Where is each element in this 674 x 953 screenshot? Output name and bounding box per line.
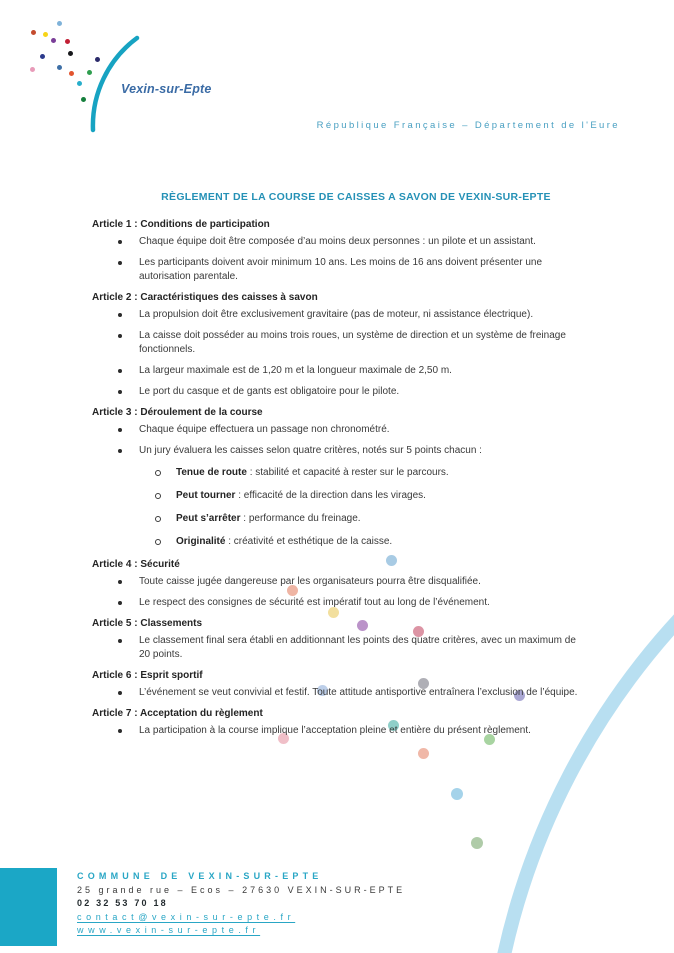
logo-dot [57, 21, 62, 26]
bullet-item [92, 596, 584, 610]
bullet-text: La caisse doit posséder au moins trois roues, un système de direction et un système de freinage fonctionnels. [139, 330, 566, 355]
logo-dot [30, 67, 35, 72]
logo-dot [95, 57, 100, 62]
decor-dot [418, 748, 429, 759]
criterion-description: : créativité et esthétique de la caisse. [225, 536, 393, 547]
articles-container [92, 218, 584, 745]
criterion-term: Originalité [176, 536, 226, 547]
article-heading: Article 1 : Conditions de participation [92, 219, 270, 230]
bullet-text: Chaque équipe effectuera un passage non chronométré. [139, 424, 390, 435]
logo-dot [68, 51, 73, 56]
article-section [92, 558, 584, 610]
decor-dot [451, 788, 463, 800]
criterion-description: : efficacité de la direction dans les virages. [235, 490, 426, 501]
article-heading: Article 6 : Esprit sportif [92, 670, 203, 681]
article-heading: Article 4 : Sécurité [92, 559, 180, 570]
footer-email-link[interactable]: contact@vexin-sur-epte.fr [77, 911, 296, 922]
bullet-list [92, 686, 584, 700]
bullet-item [92, 575, 584, 589]
bullet-text: Chaque équipe doit être composée d’au moins deux personnes : un pilote et un assistant. [139, 236, 536, 247]
logo-dot [31, 30, 36, 35]
bullet-list [92, 634, 584, 662]
sub-bullet-list [92, 466, 584, 549]
bullet-text: Le classement final sera établi en additionnant les points des quatre critères, avec un maximum de 20 points. [139, 635, 576, 660]
logo-wordmark: Vexin-sur-Epte [121, 82, 212, 96]
article-section [92, 707, 584, 738]
bullet-item [92, 329, 584, 357]
bullet-item [92, 634, 584, 662]
header-tagline: République Française – Département de l'Eure [316, 120, 620, 131]
footer-commune-name: COMMUNE DE VEXIN-SUR-EPTE [77, 871, 323, 881]
criterion-term: Peut s’arrêter [176, 513, 241, 524]
logo-dot [51, 38, 56, 43]
footer-address: 25 grande rue – Ecos – 27630 VEXIN-SUR-EPTE [77, 884, 406, 895]
bullet-text: Le port du casque et de gants est obligatoire pour le pilote. [139, 386, 400, 397]
logo-dot [40, 54, 45, 59]
article-section [92, 669, 584, 700]
sub-bullet-item [92, 512, 584, 526]
bullet-text: La propulsion doit être exclusivement gravitaire (pas de moteur, ni assistance électrique). [139, 309, 534, 320]
article-section [92, 218, 584, 284]
bullet-list [92, 724, 584, 738]
bullet-list [92, 423, 584, 549]
criterion-term: Tenue de route [176, 467, 247, 478]
bullet-item [92, 235, 584, 249]
logo-dot [81, 97, 86, 102]
bullet-item [92, 686, 584, 700]
logo-dot [69, 71, 74, 76]
article-heading: Article 5 : Classements [92, 618, 203, 629]
bullet-list [92, 235, 584, 284]
bullet-list [92, 575, 584, 610]
bullet-item [92, 256, 584, 284]
article-section [92, 291, 584, 399]
bullet-item [92, 308, 584, 322]
criterion-term: Peut tourner [176, 490, 236, 501]
bullet-item [92, 364, 584, 378]
article-heading: Article 7 : Acceptation du règlement [92, 708, 263, 719]
bullet-text: Le respect des consignes de sécurité est impératif tout au long de l’événement. [139, 597, 490, 608]
logo-dot [43, 32, 48, 37]
decor-dot [471, 837, 483, 849]
sub-bullet-item [92, 489, 584, 503]
article-heading: Article 3 : Déroulement de la course [92, 407, 263, 418]
footer-phone: 02 32 53 70 18 [77, 898, 168, 908]
footer-website-link[interactable]: www.vexin-sur-epte.fr [77, 925, 261, 935]
article-section [92, 406, 584, 549]
bullet-item [92, 423, 584, 437]
criterion-description: : performance du freinage. [240, 513, 361, 524]
logo-dot [57, 65, 62, 70]
bullet-text: La participation à la course implique l’acceptation pleine et entière du présent règlement. [139, 725, 531, 736]
bullet-item [92, 724, 584, 738]
logo-dot [87, 70, 92, 75]
bullet-item [92, 444, 584, 549]
bullet-text: Les participants doivent avoir minimum 10 ans. Les moins de 16 ans doivent présenter une autorisation parentale. [139, 257, 543, 282]
bullet-text: L’événement se veut convivial et festif. Toute attitude antisportive entraînera l’exclusion de l’équipe. [139, 687, 578, 698]
bullet-text: La largeur maximale est de 1,20 m et la longueur maximale de 2,50 m. [139, 365, 452, 376]
sub-bullet-item [92, 466, 584, 480]
bullet-text: Un jury évaluera les caisses selon quatre critères, notés sur 5 points chacun : [139, 445, 482, 456]
criterion-description: : stabilité et capacité à rester sur le parcours. [246, 467, 449, 478]
document-title: RÈGLEMENT DE LA COURSE DE CAISSES A SAVON DE VEXIN-SUR-EPTE [161, 191, 551, 203]
footer-accent-bar [0, 868, 57, 946]
logo-dot [65, 39, 70, 44]
bullet-list [92, 308, 584, 399]
bullet-item [92, 385, 584, 399]
footer-contact-block [77, 872, 405, 940]
bullet-text: Toute caisse jugée dangereuse par les organisateurs pourra être disqualifiée. [139, 576, 481, 587]
article-heading: Article 2 : Caractéristiques des caisses à savon [92, 292, 318, 303]
article-section [92, 617, 584, 662]
logo-dot [77, 81, 82, 86]
sub-bullet-item [92, 535, 584, 549]
